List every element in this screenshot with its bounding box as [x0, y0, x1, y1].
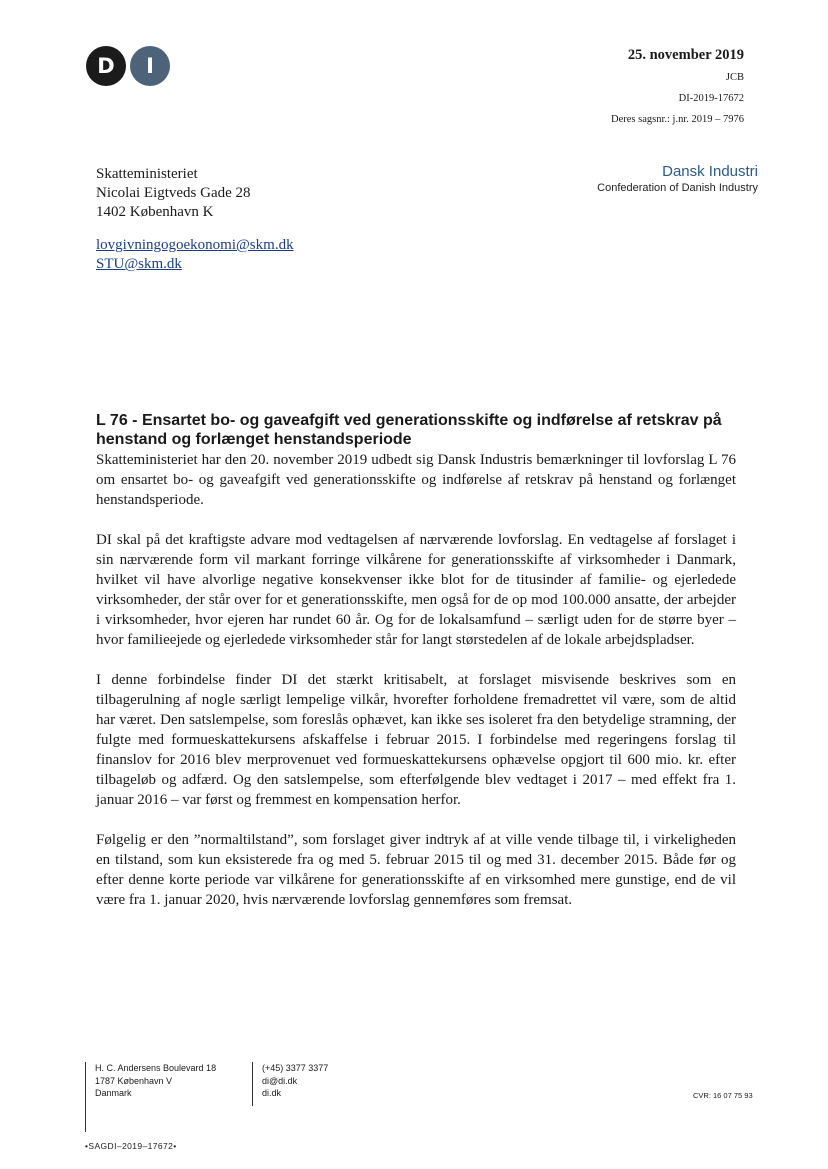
- document-code: •SAGDI–2019–17672•: [85, 1141, 177, 1151]
- footer-street: H. C. Andersens Boulevard 18: [95, 1063, 217, 1073]
- organization-subtitle: Confederation of Danish Industry: [597, 182, 758, 194]
- email-link-lovgivning[interactable]: lovgivningogoekonomi@skm.dk: [96, 237, 294, 253]
- recipient-name: Skatteministeriet: [96, 166, 198, 182]
- footer-divider: [85, 1062, 86, 1132]
- case-number: Deres sagsnr.: j.nr. 2019 – 7976: [611, 114, 744, 125]
- footer-country: Danmark: [95, 1088, 132, 1098]
- footer-address: [95, 1062, 216, 1100]
- logo-letter-i: I: [130, 46, 170, 86]
- reference-number: DI-2019-17672: [678, 93, 744, 104]
- footer-contact: [262, 1062, 328, 1100]
- di-logo: [86, 46, 170, 86]
- footer-city: 1787 København V: [95, 1075, 173, 1086]
- paragraph-criticism: I denne forbindelse finder DI det stærkt kritisabelt, at forslaget misvisende beskrives som en tilbagerulning af nogle særligt lempelige vilkår, hvorefter forholdene fremadrettet vil være, som de altid har været. Den satslempelse, som foreslås ophævet, kan ikke ses isoleret fra den betydelige stramning, der fulgte med formueskattekursens afskaffelse i februar 2015. I forbindelse med regeringens forslag til finanslov for 2016 blev merprovenuet ved formueskattekursens ophævelse opgjort til 600 mio. kr. efter tilbageløb og adfærd. Og den satslempelse, som efterfølgende blev vedtaget i 2017 – med effekt fra 1. januar 2016 – var først og fremmest en kompensation herfor.: [96, 672, 736, 808]
- organization-name: Dansk Industri: [662, 163, 758, 180]
- letter-date: 25. november 2019: [627, 47, 744, 63]
- footer-divider: [252, 1062, 253, 1106]
- recipient-address: [96, 165, 251, 222]
- organization-block: [597, 163, 758, 196]
- logo-letter-d: D: [86, 46, 126, 86]
- recipient-street: Nicolai Eigtveds Gade 28: [96, 185, 251, 201]
- email-link-stu[interactable]: STU@skm.dk: [96, 256, 182, 272]
- footer-email: di@di.dk: [262, 1075, 298, 1086]
- author-initials: JCB: [725, 72, 744, 83]
- cvr-number: CVR: 16 07 75 93: [693, 1091, 753, 1100]
- paragraph-warning: DI skal på det kraftigste advare mod vedtagelsen af nærværende lovforslag. En vedtagelse af forslaget i sin nærværende form vil markant forringe vilkårene for generationsskifte af virksomheder i Danmark, hvilket vil have alvorlige negative konsekvenser ikke blot for de titusinder af familie- og ejerledede virksomheder, der står over for et generationsskifte, men også for de op mod 100.000 ansatte, der arbejder i virksomheder, hvor ejeren har rundet 60 år. Og for de lokalsamfund – særligt uden for de større byer – hvor familieejede og ejerledede virksomheder står for langt størstedelen af de lokale arbejdspladser.: [96, 532, 736, 648]
- recipient-emails: [96, 236, 294, 274]
- letter-meta: [611, 46, 744, 130]
- footer-website: di.dk: [262, 1088, 282, 1098]
- letter-body: [96, 450, 736, 930]
- paragraph-conclusion: Følgelig er den ”normaltilstand”, som forslaget giver indtryk af at ville vende tilbage til, i virkeligheden en tilstand, som kun eksisterede fra og med 5. februar 2015 til og med 31. december 2015. Både før og efter denne korte periode var vilkårene for generationsskifte af en virksomhed mere gunstige, end de vil være fra 1. januar 2020, hvis nærværende lovforslag gennemføres som fremsat.: [96, 832, 736, 908]
- paragraph-intro: Skatteministeriet har den 20. november 2019 udbedt sig Dansk Industris bemærkninger til lovforslag L 76 om ensartet bo- og gaveafgift ved generationsskifte og indførelse af retskrav på henstand og forlænget henstandsperiode.: [96, 452, 736, 508]
- letter-title: L 76 - Ensartet bo- og gaveafgift ved generationsskifte og indførelse af retskrav på henstand og forlænget henstandsperiode: [96, 412, 722, 448]
- recipient-city: 1402 København K: [96, 204, 214, 220]
- footer-phone: (+45) 3377 3377: [262, 1063, 329, 1073]
